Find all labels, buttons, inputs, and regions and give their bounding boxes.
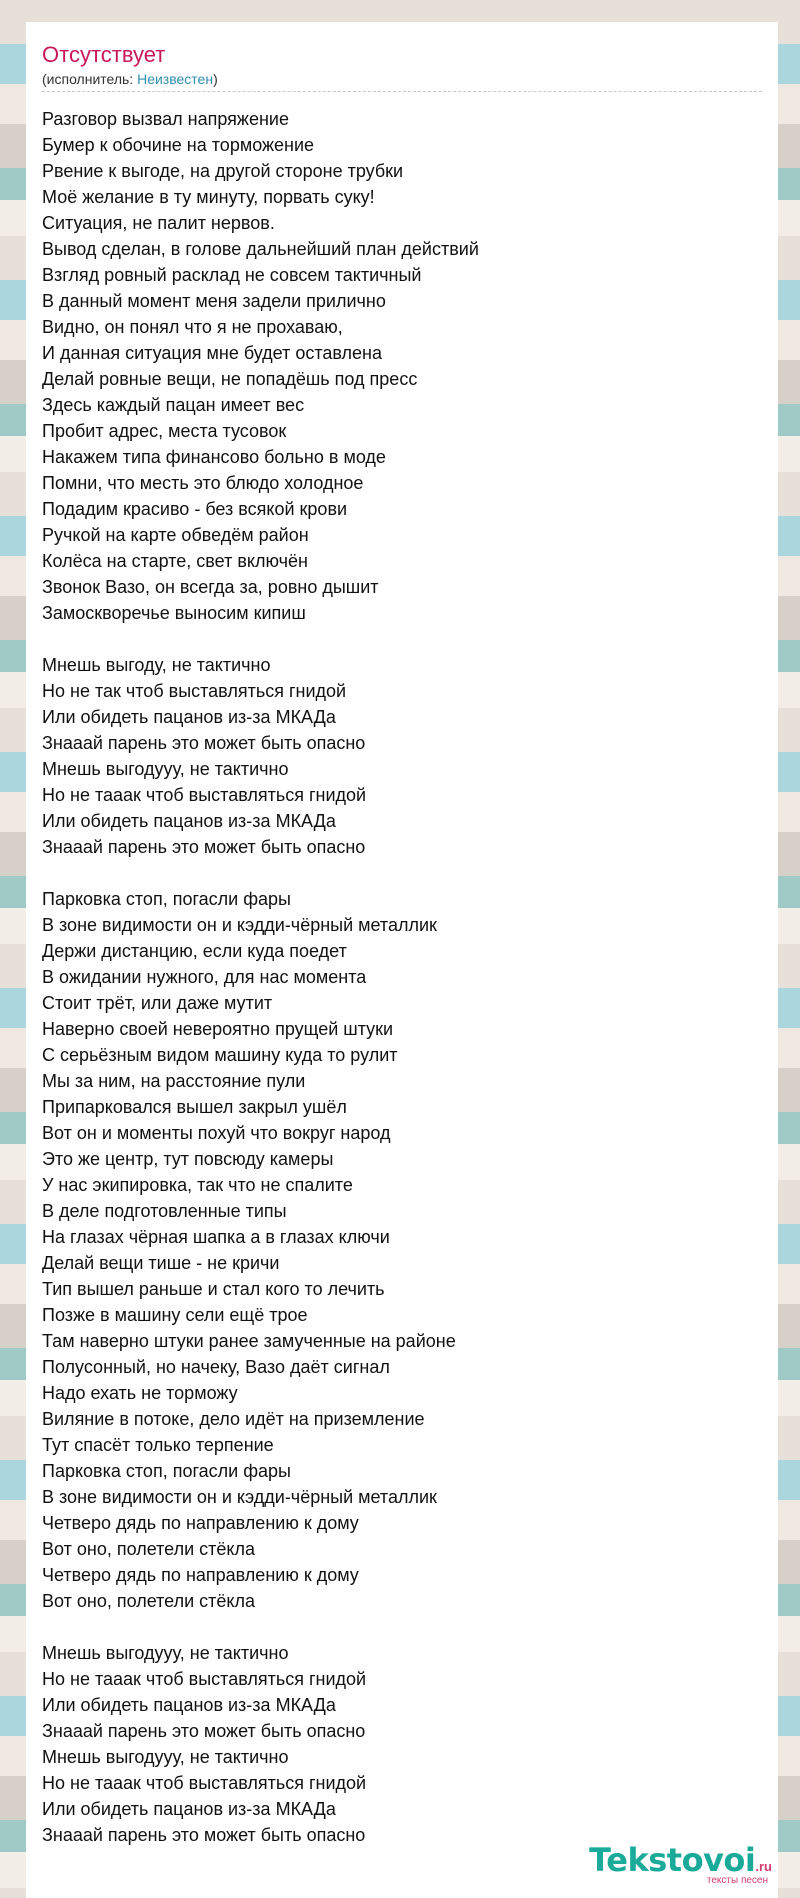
lyric-line: Замоскворечье выносим кипиш	[42, 603, 306, 623]
lyric-line: Вот оно, полетели стёкла	[42, 1539, 255, 1559]
artist-suffix: )	[213, 71, 218, 87]
lyric-line: Или обидеть пацанов из-за МКАДа	[42, 1695, 336, 1715]
lyric-line: Но не тааак чтоб выставляться гнидой	[42, 1773, 367, 1793]
lyric-line: Держи дистанцию, если куда поедет	[42, 941, 347, 961]
lyrics-stanza	[42, 886, 762, 1614]
site-logo[interactable]	[589, 1843, 772, 1886]
logo-wordmark: Tekstovoi	[589, 1841, 756, 1879]
lyric-line: Или обидеть пацанов из-за МКАДа	[42, 1799, 336, 1819]
lyric-line: В данный момент меня задели прилично	[42, 291, 386, 311]
lyric-line: Колёса на старте, свет включён	[42, 551, 308, 571]
lyric-line: Мнешь выгоду, не тактично	[42, 655, 271, 675]
lyric-line: В деле подготовленные типы	[42, 1201, 287, 1221]
lyric-line: Четверо дядь по направлению к дому	[42, 1513, 359, 1533]
lyric-line: Моё желание в ту минуту, порвать суку!	[42, 187, 375, 207]
lyrics-card	[26, 22, 778, 1898]
lyric-line: Надо ехать не торможу	[42, 1383, 238, 1403]
lyric-line: Четверо дядь по направлению к дому	[42, 1565, 359, 1585]
lyric-line: В зоне видимости он и кэдди-чёрный металлик	[42, 915, 437, 935]
lyric-line: Ситуация, не палит нервов.	[42, 213, 275, 233]
lyric-line: Наверно своей невероятно прущей штуки	[42, 1019, 394, 1039]
lyric-line: Тип вышел раньше и стал кого то лечить	[42, 1279, 385, 1299]
lyric-line: Знааай парень это может быть опасно	[42, 1721, 366, 1741]
lyric-line: С серьёзным видом машину куда то рулит	[42, 1045, 398, 1065]
lyric-line: Виляние в потоке, дело идёт на приземление	[42, 1409, 425, 1429]
lyric-line: Накажем типа финансово больно в моде	[42, 447, 386, 467]
lyric-line: Полусонный, но начеку, Вазо даёт сигнал	[42, 1357, 390, 1377]
lyric-line: Бумер к обочине на торможение	[42, 135, 315, 155]
artist-link[interactable]: Неизвестен	[137, 71, 214, 87]
lyric-line: У нас экипировка, так что не спалите	[42, 1175, 353, 1195]
lyric-line: Но не тааак чтоб выставляться гнидой	[42, 785, 367, 805]
lyrics-stanza	[42, 106, 762, 626]
lyric-line: В ожидании нужного, для нас момента	[42, 967, 367, 987]
logo-tagline: тексты песен	[706, 1875, 768, 1886]
lyric-line: И данная ситуация мне будет оставлена	[42, 343, 382, 363]
artist-line	[42, 70, 762, 92]
lyric-line: Мнешь выгодууу, не тактично	[42, 1643, 289, 1663]
lyric-line: Тут спасёт только терпение	[42, 1435, 274, 1455]
lyric-line: Видно, он понял что я не прохаваю,	[42, 317, 343, 337]
lyric-line: Помни, что месть это блюдо холодное	[42, 473, 364, 493]
lyric-line: Разговор вызвал напряжение	[42, 109, 289, 129]
lyric-line: Знааай парень это может быть опасно	[42, 837, 366, 857]
lyric-line: Знааай парень это может быть опасно	[42, 1825, 366, 1845]
lyric-line: Припарковался вышел закрыл ушёл	[42, 1097, 347, 1117]
lyrics-stanza	[42, 1640, 762, 1848]
lyric-line: Там наверно штуки ранее замученные на районе	[42, 1331, 456, 1351]
lyric-line: Делай ровные вещи, не попадёшь под пресс	[42, 369, 418, 389]
lyric-line: Вывод сделан, в голове дальнейший план действий	[42, 239, 479, 259]
lyric-line: Стоит трёт, или даже мутит	[42, 993, 273, 1013]
lyric-line: Делай вещи тише - не кричи	[42, 1253, 280, 1273]
lyric-line: Вот оно, полетели стёкла	[42, 1591, 255, 1611]
lyrics-stanza	[42, 652, 762, 860]
lyric-line: Взгляд ровный расклад не совсем тактичный	[42, 265, 422, 285]
lyrics-text	[42, 106, 762, 1848]
lyric-line: Рвение к выгоде, на другой стороне трубки	[42, 161, 404, 181]
lyric-line: Парковка стоп, погасли фары	[42, 889, 291, 909]
lyric-line: Мнешь выгодууу, не тактично	[42, 1747, 289, 1767]
lyric-line: Вот он и моменты похуй что вокруг народ	[42, 1123, 391, 1143]
lyric-line: Парковка стоп, погасли фары	[42, 1461, 291, 1481]
lyric-line: Подадим красиво - без всякой крови	[42, 499, 348, 519]
artist-prefix: (исполнитель:	[42, 71, 138, 87]
lyric-line: Здесь каждый пацан имеет вес	[42, 395, 305, 415]
logo-domain: .ru	[755, 1859, 772, 1874]
lyric-line: Позже в машину сели ещё трое	[42, 1305, 308, 1325]
lyric-line: Мы за ним, на расстояние пули	[42, 1071, 306, 1091]
song-title: Отсутствует	[42, 42, 166, 67]
lyric-line: Или обидеть пацанов из-за МКАДа	[42, 707, 336, 727]
lyric-line: Но не тааак чтоб выставляться гнидой	[42, 1669, 367, 1689]
lyric-line: В зоне видимости он и кэдди-чёрный металлик	[42, 1487, 437, 1507]
lyric-line: Но не так чтоб выставляться гнидой	[42, 681, 347, 701]
lyric-line: Мнешь выгодууу, не тактично	[42, 759, 289, 779]
lyric-line: Или обидеть пацанов из-за МКАДа	[42, 811, 336, 831]
lyric-line: Звонок Вазо, он всегда за, ровно дышит	[42, 577, 379, 597]
lyric-line: На глазах чёрная шапка а в глазах ключи	[42, 1227, 390, 1247]
lyric-line: Знааай парень это может быть опасно	[42, 733, 366, 753]
lyric-line: Ручкой на карте обведём район	[42, 525, 309, 545]
lyric-line: Это же центр, тут повсюду камеры	[42, 1149, 334, 1169]
lyric-line: Пробит адрес, места тусовок	[42, 421, 287, 441]
